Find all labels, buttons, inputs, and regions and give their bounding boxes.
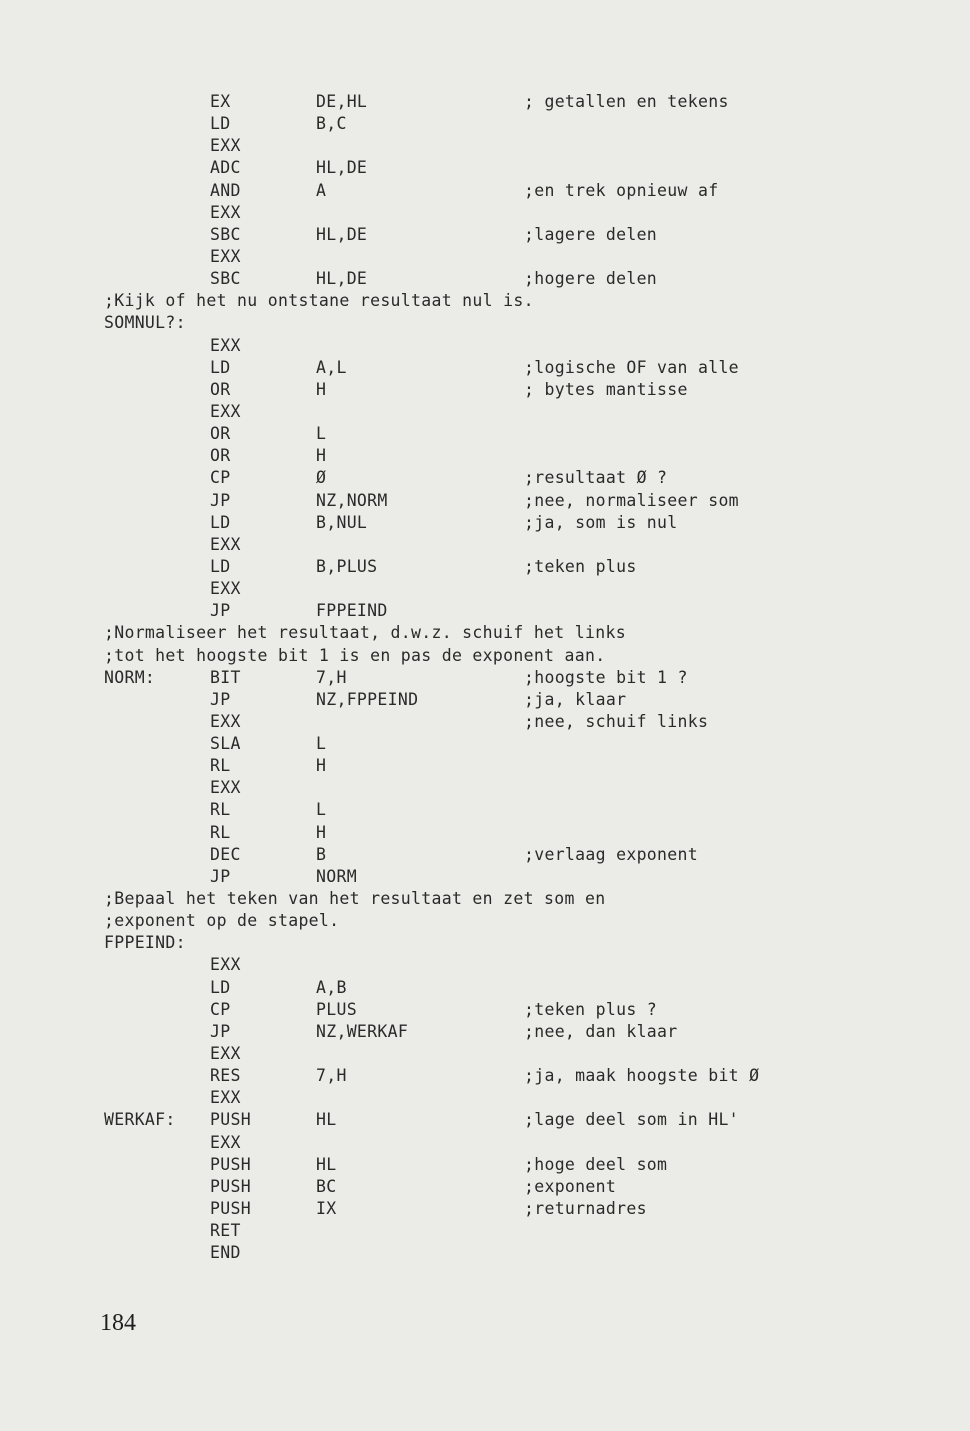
- code-text: FPPEIND:: [104, 933, 186, 953]
- code-mnemonic: EXX: [210, 1088, 241, 1108]
- code-mnemonic: LD: [210, 977, 231, 997]
- code-line: [0, 578, 970, 600]
- code-comment: ;ja, maak hoogste bit Ø: [524, 1066, 760, 1086]
- code-mnemonic: LD: [210, 512, 231, 532]
- code-mnemonic: OR: [210, 424, 231, 444]
- code-mnemonic: SBC: [210, 224, 241, 244]
- code-line: [0, 512, 970, 534]
- code-line: [0, 1176, 970, 1198]
- code-mnemonic: SLA: [210, 734, 241, 754]
- code-operand: FPPEIND: [316, 601, 388, 621]
- code-mnemonic: EXX: [210, 136, 241, 156]
- code-comment: ;returnadres: [524, 1199, 647, 1218]
- code-comment: ;lage deel som in HL': [524, 1110, 739, 1130]
- code-mnemonic: EXX: [210, 246, 241, 266]
- code-mnemonic: RL: [210, 800, 231, 820]
- code-text: ;Normaliseer het resultaat, d.w.z. schuif het links: [104, 623, 626, 643]
- code-line: [0, 556, 970, 578]
- code-line: [0, 312, 970, 334]
- code-operand: PLUS: [316, 999, 357, 1019]
- code-mnemonic: JP: [210, 689, 231, 709]
- code-line: [0, 224, 970, 246]
- code-comment: ;resultaat Ø ?: [524, 468, 668, 488]
- code-line: [0, 755, 970, 777]
- code-mnemonic: RES: [210, 1066, 241, 1086]
- code-operand: BC: [316, 1176, 337, 1196]
- code-operand: NZ,WERKAF: [316, 1021, 409, 1041]
- code-operand: H: [316, 756, 327, 776]
- code-line: [0, 1021, 970, 1043]
- code-line: [0, 1242, 970, 1264]
- code-mnemonic: LD: [210, 357, 231, 377]
- code-comment: ;ja, som is nul: [524, 512, 678, 532]
- code-line: [0, 844, 970, 866]
- code-line: [0, 999, 970, 1021]
- code-operand: B,PLUS: [316, 556, 378, 576]
- code-mnemonic: OR: [210, 379, 231, 399]
- code-line: [0, 534, 970, 556]
- code-line: [0, 799, 970, 821]
- code-line: [0, 622, 970, 644]
- code-line: [0, 932, 970, 954]
- code-operand: NORM: [316, 866, 357, 886]
- code-line: [0, 379, 970, 401]
- code-mnemonic: RET: [210, 1221, 241, 1241]
- code-label: NORM:: [104, 667, 156, 687]
- code-line: [0, 445, 970, 467]
- code-mnemonic: CP: [210, 999, 231, 1019]
- code-line: [0, 202, 970, 224]
- code-line: [0, 1065, 970, 1087]
- code-line: [0, 467, 970, 489]
- code-comment: ;nee, schuif links: [524, 711, 709, 731]
- code-mnemonic: RL: [210, 822, 231, 842]
- code-line: [0, 1043, 970, 1065]
- code-operand: A: [316, 180, 327, 200]
- code-mnemonic: EXX: [210, 1132, 241, 1152]
- code-operand: Ø: [316, 468, 327, 488]
- code-line: [0, 977, 970, 999]
- code-line: [0, 401, 970, 423]
- code-comment: ;nee, dan klaar: [524, 1021, 678, 1041]
- code-mnemonic: EXX: [210, 401, 241, 421]
- code-line: [0, 888, 970, 910]
- code-mnemonic: EXX: [210, 711, 241, 731]
- code-mnemonic: END: [210, 1243, 241, 1263]
- code-mnemonic: CP: [210, 468, 231, 488]
- code-operand: H: [316, 446, 327, 466]
- code-mnemonic: JP: [210, 866, 231, 886]
- code-line: [0, 268, 970, 290]
- code-comment: ;lagere delen: [524, 224, 658, 244]
- code-mnemonic: LD: [210, 556, 231, 576]
- code-mnemonic: PUSH: [210, 1199, 251, 1218]
- code-line: [0, 733, 970, 755]
- code-line: [0, 157, 970, 179]
- code-line: [0, 1109, 970, 1131]
- code-mnemonic: ADC: [210, 158, 241, 178]
- code-line: [0, 91, 970, 113]
- code-line: [0, 711, 970, 733]
- code-operand: B,C: [316, 114, 347, 134]
- code-text: SOMNUL?:: [104, 313, 186, 333]
- code-line: [0, 954, 970, 976]
- code-mnemonic: AND: [210, 180, 241, 200]
- code-operand: B: [316, 844, 327, 864]
- code-mnemonic: RL: [210, 756, 231, 776]
- code-operand: DE,HL: [316, 92, 368, 111]
- code-line: [0, 180, 970, 202]
- code-comment: ;logische OF van alle: [524, 357, 739, 377]
- code-mnemonic: EX: [210, 92, 231, 111]
- code-line: [0, 113, 970, 135]
- code-operand: 7,H: [316, 667, 347, 687]
- code-operand: HL: [316, 1110, 337, 1130]
- code-operand: HL,DE: [316, 158, 368, 178]
- code-text: ;Kijk of het nu ontstane resultaat nul is.: [104, 291, 534, 311]
- code-mnemonic: EXX: [210, 955, 241, 975]
- code-line: [0, 423, 970, 445]
- code-comment: ;en trek opnieuw af: [524, 180, 719, 200]
- code-line: [0, 600, 970, 622]
- code-line: [0, 667, 970, 689]
- code-mnemonic: JP: [210, 601, 231, 621]
- code-line: [0, 1198, 970, 1220]
- code-comment: ;hoge deel som: [524, 1154, 668, 1174]
- code-comment: ; bytes mantisse: [524, 379, 688, 399]
- code-line: [0, 1132, 970, 1154]
- code-mnemonic: BIT: [210, 667, 241, 687]
- code-mnemonic: EXX: [210, 202, 241, 222]
- code-text: ;exponent op de stapel.: [104, 911, 340, 931]
- code-operand: L: [316, 800, 327, 820]
- code-mnemonic: JP: [210, 1021, 231, 1041]
- code-operand: IX: [316, 1199, 337, 1218]
- code-comment: ;teken plus: [524, 556, 637, 576]
- code-line: [0, 689, 970, 711]
- code-comment: ; getallen en tekens: [524, 92, 729, 111]
- code-mnemonic: SBC: [210, 269, 241, 289]
- code-comment: ;exponent: [524, 1176, 617, 1196]
- code-mnemonic: LD: [210, 114, 231, 134]
- code-label: WERKAF:: [104, 1110, 176, 1130]
- code-operand: NZ,FPPEIND: [316, 689, 419, 709]
- code-operand: B,NUL: [316, 512, 368, 532]
- code-operand: H: [316, 379, 327, 399]
- code-line: [0, 1220, 970, 1242]
- code-line: [0, 246, 970, 268]
- code-line: [0, 645, 970, 667]
- code-mnemonic: EXX: [210, 579, 241, 599]
- code-line: [0, 335, 970, 357]
- code-comment: ;ja, klaar: [524, 689, 627, 709]
- code-text: ;tot het hoogste bit 1 is en pas de exponent aan.: [104, 645, 606, 665]
- code-operand: A,L: [316, 357, 347, 377]
- code-operand: 7,H: [316, 1066, 347, 1086]
- code-mnemonic: PUSH: [210, 1154, 251, 1174]
- code-operand: HL: [316, 1154, 337, 1174]
- code-comment: ;hoogste bit 1 ?: [524, 667, 688, 687]
- code-comment: ;teken plus ?: [524, 999, 658, 1019]
- code-mnemonic: PUSH: [210, 1176, 251, 1196]
- page-number: 184: [100, 1310, 136, 1336]
- code-line: [0, 490, 970, 512]
- code-mnemonic: JP: [210, 490, 231, 510]
- code-operand: L: [316, 734, 327, 754]
- code-mnemonic: EXX: [210, 778, 241, 798]
- code-comment: ;verlaag exponent: [524, 844, 698, 864]
- code-line: [0, 910, 970, 932]
- code-comment: ;hogere delen: [524, 269, 658, 289]
- code-line: [0, 822, 970, 844]
- code-line: [0, 1087, 970, 1109]
- code-mnemonic: DEC: [210, 844, 241, 864]
- code-line: [0, 866, 970, 888]
- code-operand: HL,DE: [316, 224, 368, 244]
- code-text: ;Bepaal het teken van het resultaat en zet som en: [104, 889, 606, 909]
- code-operand: L: [316, 424, 327, 444]
- code-comment: ;nee, normaliseer som: [524, 490, 739, 510]
- code-mnemonic: EXX: [210, 534, 241, 554]
- code-operand: H: [316, 822, 327, 842]
- code-line: [0, 1154, 970, 1176]
- code-line: [0, 357, 970, 379]
- code-operand: NZ,NORM: [316, 490, 388, 510]
- code-mnemonic: PUSH: [210, 1110, 251, 1130]
- code-line: [0, 777, 970, 799]
- code-mnemonic: EXX: [210, 1044, 241, 1064]
- code-operand: HL,DE: [316, 269, 368, 289]
- code-mnemonic: OR: [210, 446, 231, 466]
- code-line: [0, 135, 970, 157]
- code-operand: A,B: [316, 977, 347, 997]
- code-mnemonic: EXX: [210, 335, 241, 355]
- code-line: [0, 290, 970, 312]
